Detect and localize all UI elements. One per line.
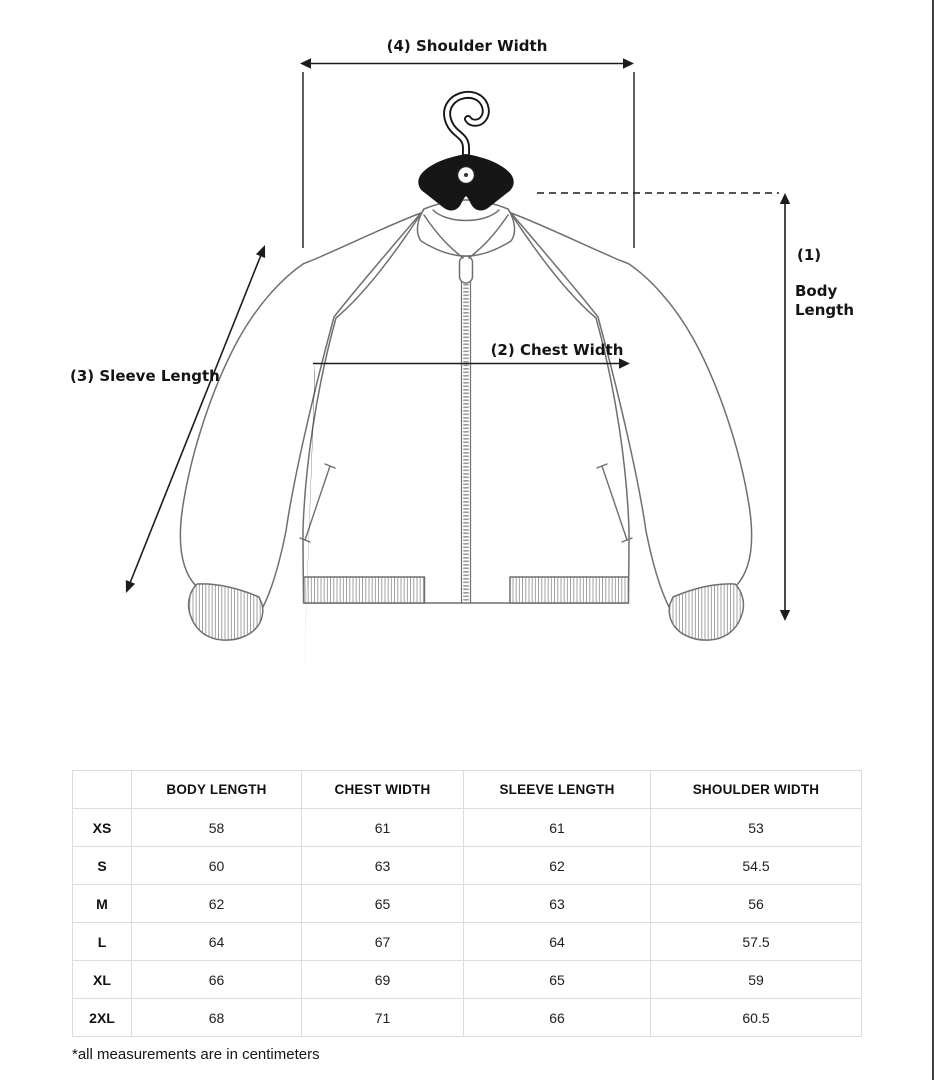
cell-value: 58 xyxy=(132,809,302,847)
cell-value: 65 xyxy=(302,885,464,923)
cell-value: 64 xyxy=(464,923,651,961)
cell-value: 54.5 xyxy=(651,847,862,885)
cell-value: 57.5 xyxy=(651,923,862,961)
cell-value: 62 xyxy=(132,885,302,923)
cell-value: 71 xyxy=(302,999,464,1037)
cell-value: 63 xyxy=(464,885,651,923)
size-table xyxy=(72,770,862,1037)
hem-rib-left xyxy=(304,577,425,603)
zipper-slider xyxy=(460,256,473,283)
cell-value: 61 xyxy=(464,809,651,847)
label-sleeve-length: (3) Sleeve Length xyxy=(70,367,220,385)
size-table-header-row xyxy=(73,771,862,809)
header-sleeve-length: SLEEVE LENGTH xyxy=(464,771,651,809)
label-chest-width: (2) Chest Width xyxy=(490,341,624,359)
header-chest-width: CHEST WIDTH xyxy=(302,771,464,809)
size-label: XL xyxy=(73,961,132,999)
collar xyxy=(417,200,514,256)
cell-value: 53 xyxy=(651,809,862,847)
cell-value: 64 xyxy=(132,923,302,961)
cell-value: 65 xyxy=(464,961,651,999)
cell-value: 60.5 xyxy=(651,999,862,1037)
label-shoulder-width: (4) Shoulder Width xyxy=(386,37,548,55)
table-row-s xyxy=(73,847,862,885)
size-label: XS xyxy=(73,809,132,847)
cell-value: 62 xyxy=(464,847,651,885)
size-label: L xyxy=(73,923,132,961)
size-label: 2XL xyxy=(73,999,132,1037)
cell-value: 69 xyxy=(302,961,464,999)
label-body-length-line2: Length xyxy=(795,301,854,319)
size-label: S xyxy=(73,847,132,885)
cell-value: 66 xyxy=(464,999,651,1037)
size-table-container xyxy=(72,770,861,1037)
table-row-l xyxy=(73,923,862,961)
label-body-length-line1: Body xyxy=(795,282,838,300)
jacket-illustration xyxy=(180,200,751,640)
measurements-footnote: *all measurements are in centimeters xyxy=(72,1046,320,1063)
cell-value: 56 xyxy=(651,885,862,923)
table-row-xs xyxy=(73,809,862,847)
table-row-m xyxy=(73,885,862,923)
cell-value: 59 xyxy=(651,961,862,999)
label-body-length-index: (1) xyxy=(797,246,822,264)
header-body-length: BODY LENGTH xyxy=(132,771,302,809)
cell-value: 67 xyxy=(302,923,464,961)
cell-value: 63 xyxy=(302,847,464,885)
cell-value: 68 xyxy=(132,999,302,1037)
header-shoulder-width: SHOULDER WIDTH xyxy=(651,771,862,809)
cell-value: 61 xyxy=(302,809,464,847)
table-row-xl xyxy=(73,961,862,999)
size-label: M xyxy=(73,885,132,923)
header-empty xyxy=(73,771,132,809)
cell-value: 66 xyxy=(132,961,302,999)
table-row-2xl xyxy=(73,999,862,1037)
hanger-icon xyxy=(418,95,513,211)
hem-rib-right xyxy=(510,577,629,603)
cell-value: 60 xyxy=(132,847,302,885)
